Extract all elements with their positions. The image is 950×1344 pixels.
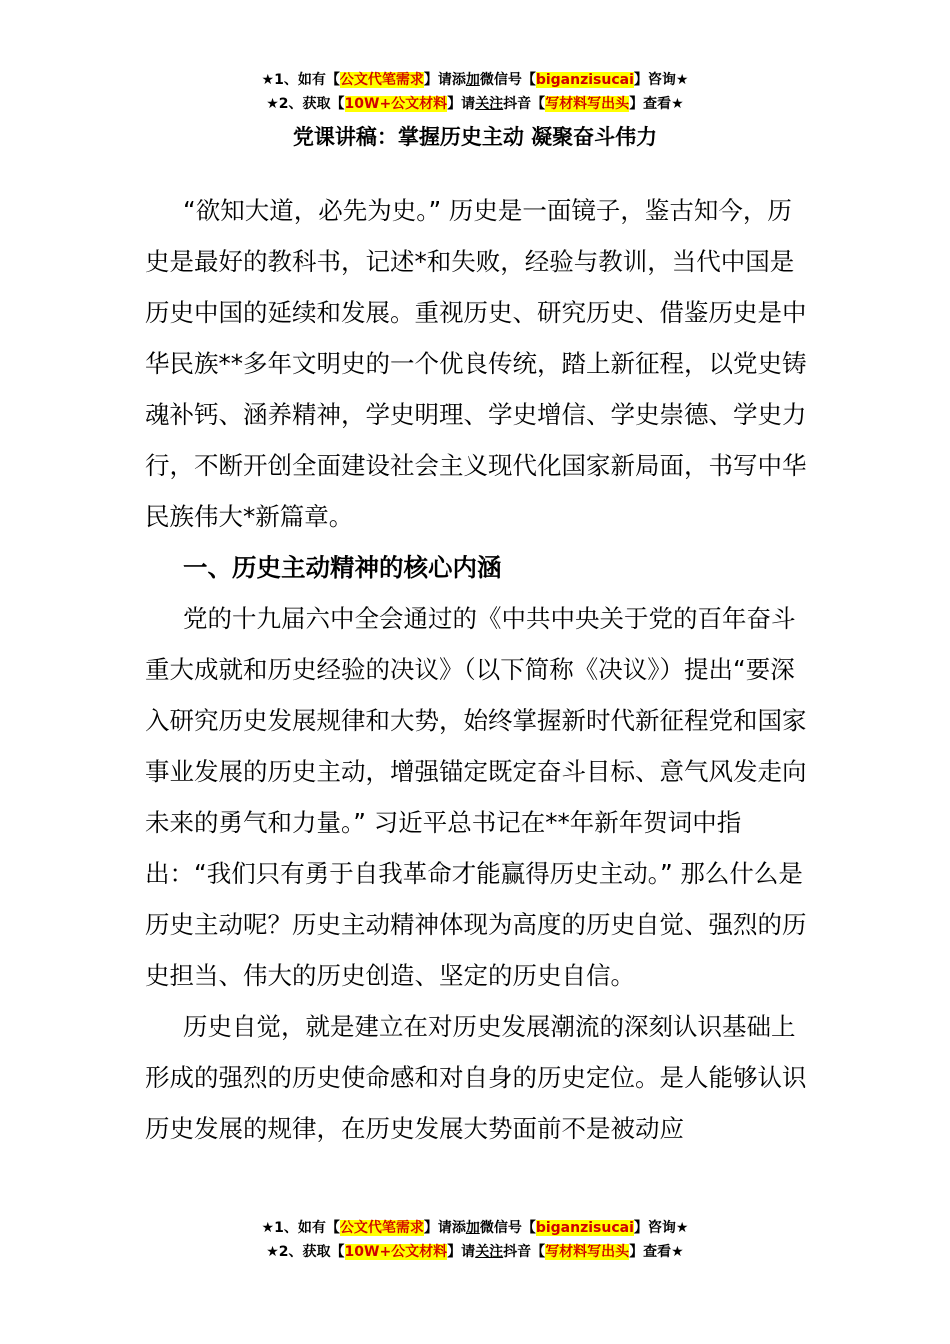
highlight-wechat-id: biganzisucai xyxy=(535,72,634,88)
paragraph-intro: “欲知大道，必先为史。” 历史是一面镜子，鉴古知今，历史是最好的教科书，记述*和失败，经验与教训，当代中国是历史中国的延续和发展。重视历史、研究历史、借鉴历史是中华民族**多年文明史的一个优良传统，踏上新征程，以党史铸魂补钙、涵养精神，学史明理、学史增信、学史崇德、学史力行，不断开创全面建设社会主义现代化国家新局面，书写中华民族伟大*新篇章。 xyxy=(145,196,807,531)
highlight-douyin: 写材料写出头 xyxy=(545,1244,630,1260)
promo-line-2: ★2、获取【10W+公文材料】请关注抖音【写材料写出头】查看★ xyxy=(266,96,684,112)
promo-line-1: ★1、如有【公文代笔需求】请添加微信号【biganzisucai】咨询★ xyxy=(261,72,689,88)
section-heading-1: 一、历史主动精神的核心内涵 xyxy=(183,553,502,582)
document-body xyxy=(145,185,815,1154)
highlight-materials: 10W+公文材料 xyxy=(344,1244,448,1260)
highlight-materials: 10W+公文材料 xyxy=(344,96,448,112)
promo-banner-top xyxy=(0,68,950,116)
highlight-service: 公文代笔需求 xyxy=(339,1220,424,1236)
promo-line-2: ★2、获取【10W+公文材料】请关注抖音【写材料写出头】查看★ xyxy=(266,1244,684,1260)
paragraph-resolution: 党的十九届六中全会通过的《中共中央关于党的百年奋斗重大成就和历史经验的决议》（以下简称《决议》）提出“要深入研究历史发展规律和大势，始终掌握新时代新征程党和国家事业发展的历史主动，增强锚定既定奋斗目标、意气风发走向未来的勇气和力量。” 习近平总书记在**年新年贺词中指出：“我们只有勇于自我革命才能赢得历史主动。” 那么什么是历史主动呢？历史主动精神体现为高度的历史自觉、强烈的历史担当、伟大的历史创造、坚定的历史自信。 xyxy=(145,604,807,990)
highlight-douyin: 写材料写出头 xyxy=(545,96,630,112)
promo-line-1: ★1、如有【公文代笔需求】请添加微信号【biganzisucai】咨询★ xyxy=(261,1220,689,1236)
paragraph-historical-consciousness: 历史自觉，就是建立在对历史发展潮流的深刻认识基础上形成的强烈的历史使命感和对自身的历史定位。是人能够认识历史发展的规律，在历史发展大势面前不是被动应 xyxy=(145,1012,807,1143)
document-title: 党课讲稿：掌握历史主动 凝聚奋斗伟力 xyxy=(292,125,658,149)
highlight-wechat-id: biganzisucai xyxy=(535,1220,634,1236)
promo-banner-bottom xyxy=(0,1216,950,1264)
highlight-service: 公文代笔需求 xyxy=(339,72,424,88)
